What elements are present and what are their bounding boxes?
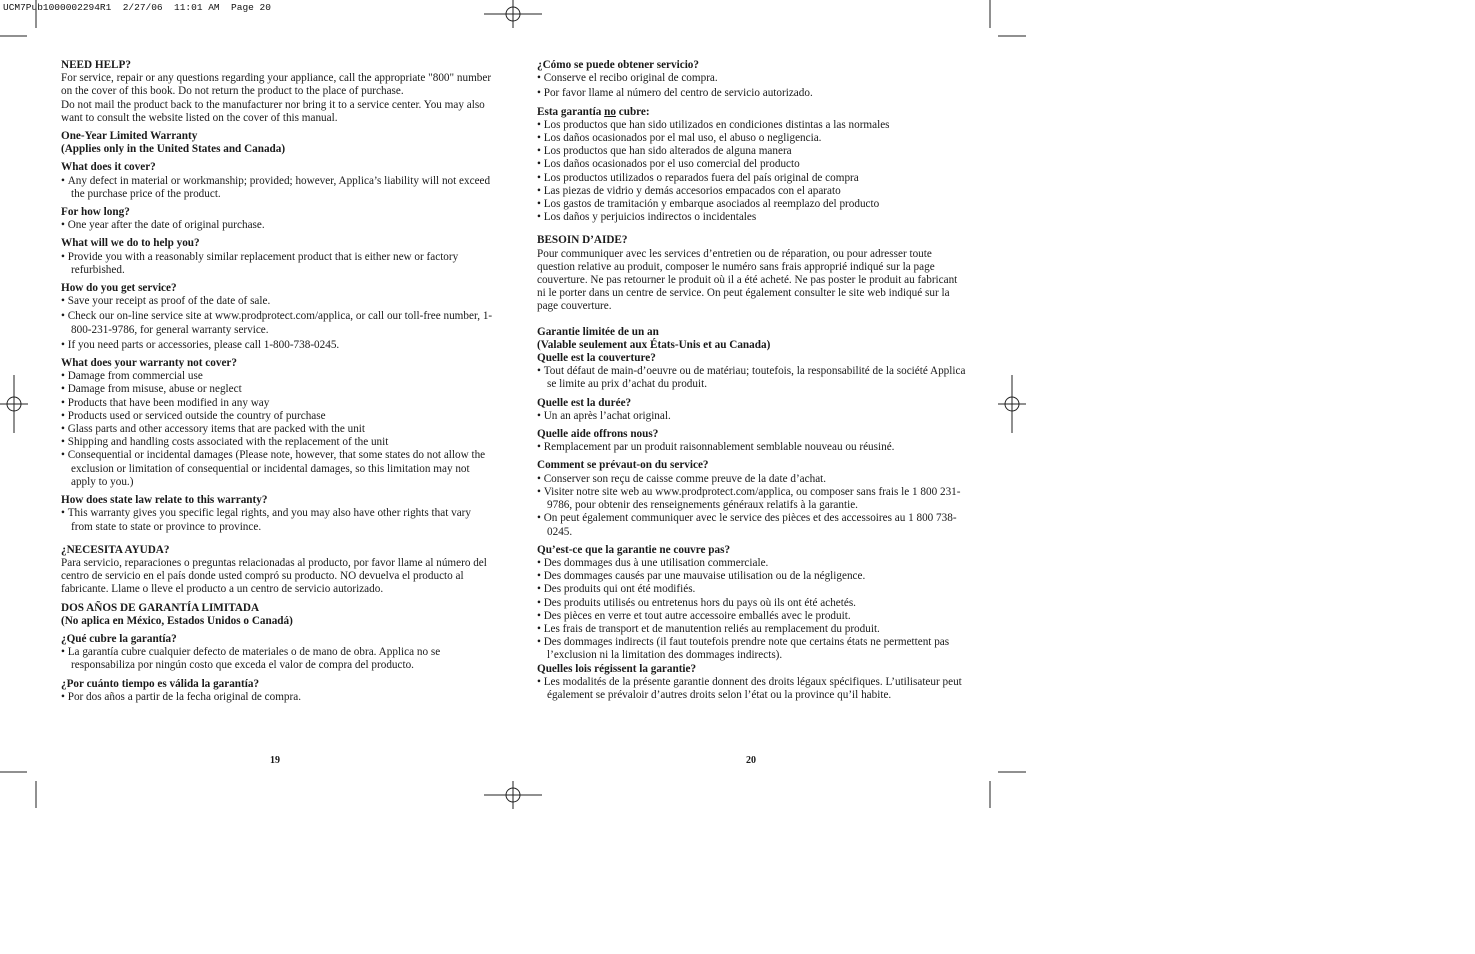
list-item: • Los productos utilizados o reparados fuera del país original de compra [537, 172, 967, 185]
list-item: • Les modalités de la présente garantie donnent des droits légaux spécifiques. L’utilisateur peut également se prévaloir d’autres droits selon l’état ou la province qu’il habite. [537, 676, 967, 702]
list-item: • Conserve el recibo original de compra. [537, 72, 967, 85]
es-service-list [537, 72, 967, 100]
get-service-heading: How do you get service? [61, 282, 177, 295]
list-item: • Los daños ocasionados por el mal uso, el abuso o negligencia. [537, 132, 967, 145]
list-item: • Shipping and handling costs associated with the replacement of the unit [61, 436, 493, 449]
es-not-covered-heading-post: cubre: [615, 105, 650, 118]
list-item: • Visiter notre site web au www.prodprotect.com/applica, ou composer sans frais le 1 800 231-9786, pour obtenir des renseignements généraux relatifs à la garantie. [537, 486, 967, 512]
list-item: • Los productos que han sido alterados de alguna manera [537, 145, 967, 158]
list-item: • Des dommages indirects (il faut toutefois prendre note que certains états ne permettent pas l’exclusion ni la limitation des dommages indirects). [537, 636, 967, 662]
list-item: • Los daños y perjuicios indirectos o incidentales [537, 211, 967, 224]
list-item: • Products used or serviced outside the country of purchase [61, 410, 493, 423]
page-20-column [537, 57, 967, 702]
list-item: • Los gastos de tramitación y embarque asociados al reemplazo del producto [537, 198, 967, 211]
list-item: • Any defect in material or workmanship; provided; however, Applica’s liability will not exceed the purchase price of the product. [61, 175, 493, 201]
es-warranty-subtitle: (No aplica en México, Estados Unidos o Canadá) [61, 614, 293, 627]
list-item: • Des pièces en verre et tout autre accessoire emballés avec le produit. [537, 610, 967, 623]
list-item: • One year after the date of original purchase. [61, 219, 493, 232]
list-item: • Los productos que han sido utilizados en condiciones distintas a las normales [537, 119, 967, 132]
fr-not-covered-list [537, 557, 967, 663]
list-item: • Por favor llame al número del centro de servicio autorizado. [537, 87, 967, 100]
list-item: • Las piezas de vidrio y demás accesorios empacados con el aparato [537, 185, 967, 198]
list-item: • Provide you with a reasonably similar replacement product that is either new or factory refurbished. [61, 251, 493, 277]
list-item: • Glass parts and other accessory items that are packed with the unit [61, 423, 493, 436]
es-duration-list [61, 691, 493, 704]
need-help-paragraph-1: For service, repair or any questions regarding your appliance, call the appropriate "800" number on the cover of this book. Do not return the product to the place of purchase. [61, 72, 492, 98]
es-not-covered-heading [537, 106, 967, 119]
state-law-list [61, 507, 493, 533]
not-covered-list [61, 370, 493, 489]
state-law-heading: How does state law relate to this warranty? [61, 494, 268, 507]
fr-duration-list [537, 410, 967, 423]
list-item: • Check our on-line service site at www.prodprotect.com/applica, or call our toll-free number, 1-800-231-9786, for general warranty service. [61, 310, 493, 336]
fr-law-list [537, 676, 967, 702]
list-item: • Damage from commercial use [61, 370, 493, 383]
list-item: • Remplacement par un produit raisonnablement semblable nouveau ou réusiné. [537, 441, 967, 454]
fr-help-heading: Quelle aide offrons nous? [537, 428, 659, 441]
list-item: • Por dos años a partir de la fecha original de compra. [61, 691, 493, 704]
help-list [61, 251, 493, 277]
get-service-list [61, 295, 493, 352]
fr-duration-heading: Quelle est la durée? [537, 396, 632, 409]
page-19-column [61, 57, 493, 704]
list-item: • Tout défaut de main-d’oeuvre ou de matériau; toutefois, la responsabilité de la société Applica se limite au prix d’achat du produit. [537, 365, 967, 391]
fr-help-list [537, 441, 967, 454]
fr-coverage-list [537, 365, 967, 391]
fr-coverage-heading: Quelle est la couverture? [537, 352, 656, 365]
es-warranty-title: DOS AÑOS DE GARANTÍA LIMITADA [61, 601, 260, 614]
besoin-aide-heading: BESOIN D’AIDE? [537, 234, 628, 247]
fr-law-heading: Quelles lois régissent la garantie? [537, 662, 697, 675]
necesita-ayuda-paragraph: Para servicio, reparaciones o preguntas relacionadas al producto, por favor llame al número del centro de servicio en el país donde usted compró su producto. NO devuelva el producto al fabricante. Llame o lleve el producto a un centro de servicio autorizado. [61, 556, 487, 596]
coverage-list [61, 175, 493, 201]
not-covered-heading: What does your warranty not cover? [61, 357, 237, 370]
warranty-subtitle: (Applies only in the United States and Canada) [61, 143, 286, 156]
fr-warranty-subtitle: (Valable seulement aux États-Unis et au Canada) [537, 338, 771, 351]
need-help-paragraph-2: Do not mail the product back to the manufacturer nor bring it to a service center. You may also want to consult the website listed on the cover of this manual. [61, 98, 485, 124]
es-service-heading: ¿Cómo se puede obtener servicio? [537, 59, 699, 71]
list-item: • On peut également communiquer avec le service des pièces et des accessoires au 1 800 738-0245. [537, 512, 967, 538]
list-item: • La garantía cubre cualquier defecto de materiales o de mano de obra. Applica no se responsabiliza por ningún costo que exceda el valor de compra del producto. [61, 646, 493, 672]
es-coverage-heading: ¿Qué cubre la garantía? [61, 632, 177, 645]
page-number-left: 19 [270, 755, 280, 766]
list-item: • Un an après l’achat original. [537, 410, 967, 423]
fr-service-list [537, 473, 967, 539]
es-not-covered-list [537, 119, 967, 225]
warranty-title: One-Year Limited Warranty [61, 130, 198, 143]
fr-service-heading: Comment se prévaut-on du service? [537, 459, 709, 472]
list-item: • Des dommages causés par une mauvaise utilisation ou de la négligence. [537, 570, 967, 583]
duration-list [61, 219, 493, 232]
list-item: • Los daños ocasionados por el uso comercial del producto [537, 158, 967, 171]
list-item: • Des produits qui ont été modifiés. [537, 583, 967, 596]
fr-warranty-title: Garantie limitée de un an [537, 325, 659, 338]
list-item: • Save your receipt as proof of the date of sale. [61, 295, 493, 308]
list-item: • If you need parts or accessories, please call 1-800-738-0245. [61, 339, 493, 352]
help-heading: What will we do to help you? [61, 237, 200, 250]
necesita-ayuda-heading: ¿NECESITA AYUDA? [61, 543, 170, 556]
es-not-covered-heading-pre: Esta garantía [537, 105, 605, 118]
list-item: • Les frais de transport et de manutention reliés au remplacement du produit. [537, 623, 967, 636]
list-item: • Des produits utilisés ou entretenus hors du pays où ils ont été achetés. [537, 597, 967, 610]
list-item: • Consequential or incidental damages (Please note, however, that some states do not allow the exclusion or limitation of consequential or incidental damages, so this limitation may not apply to you.) [61, 449, 493, 489]
es-coverage-list [61, 646, 493, 672]
list-item: • Damage from misuse, abuse or neglect [61, 383, 493, 396]
fr-not-covered-heading: Qu’est-ce que la garantie ne couvre pas? [537, 543, 731, 556]
need-help-heading: NEED HELP? [61, 59, 131, 71]
list-item: • Conserver son reçu de caisse comme preuve de la date d’achat. [537, 473, 967, 486]
es-not-covered-heading-underlined: no [604, 105, 616, 118]
print-slug: UCM7Pub1000002294R1 2/27/06 11:01 AM Page 20 [3, 2, 271, 13]
page-number-right: 20 [746, 755, 756, 766]
duration-heading: For how long? [61, 206, 130, 219]
list-item: • Des dommages dus à une utilisation commerciale. [537, 557, 967, 570]
besoin-aide-paragraph: Pour communiquer avec les services d’entretien ou de réparation, ou pour adresser toute question relative au produit, composer le numéro sans frais approprié indiqué sur la page couverture. Ne pas retourner le produit où il a été acheté. Ne pas poster le produit au fabricant ni le porter dans un centre de service. On peut également consulter le site web indiqué sur la page couverture. [537, 247, 958, 313]
es-duration-heading: ¿Por cuánto tiempo es válida la garantía? [61, 677, 260, 690]
coverage-heading: What does it cover? [61, 161, 156, 174]
list-item: • This warranty gives you specific legal rights, and you may also have other rights that vary from state to state or province to province. [61, 507, 493, 533]
list-item: • Products that have been modified in any way [61, 397, 493, 410]
